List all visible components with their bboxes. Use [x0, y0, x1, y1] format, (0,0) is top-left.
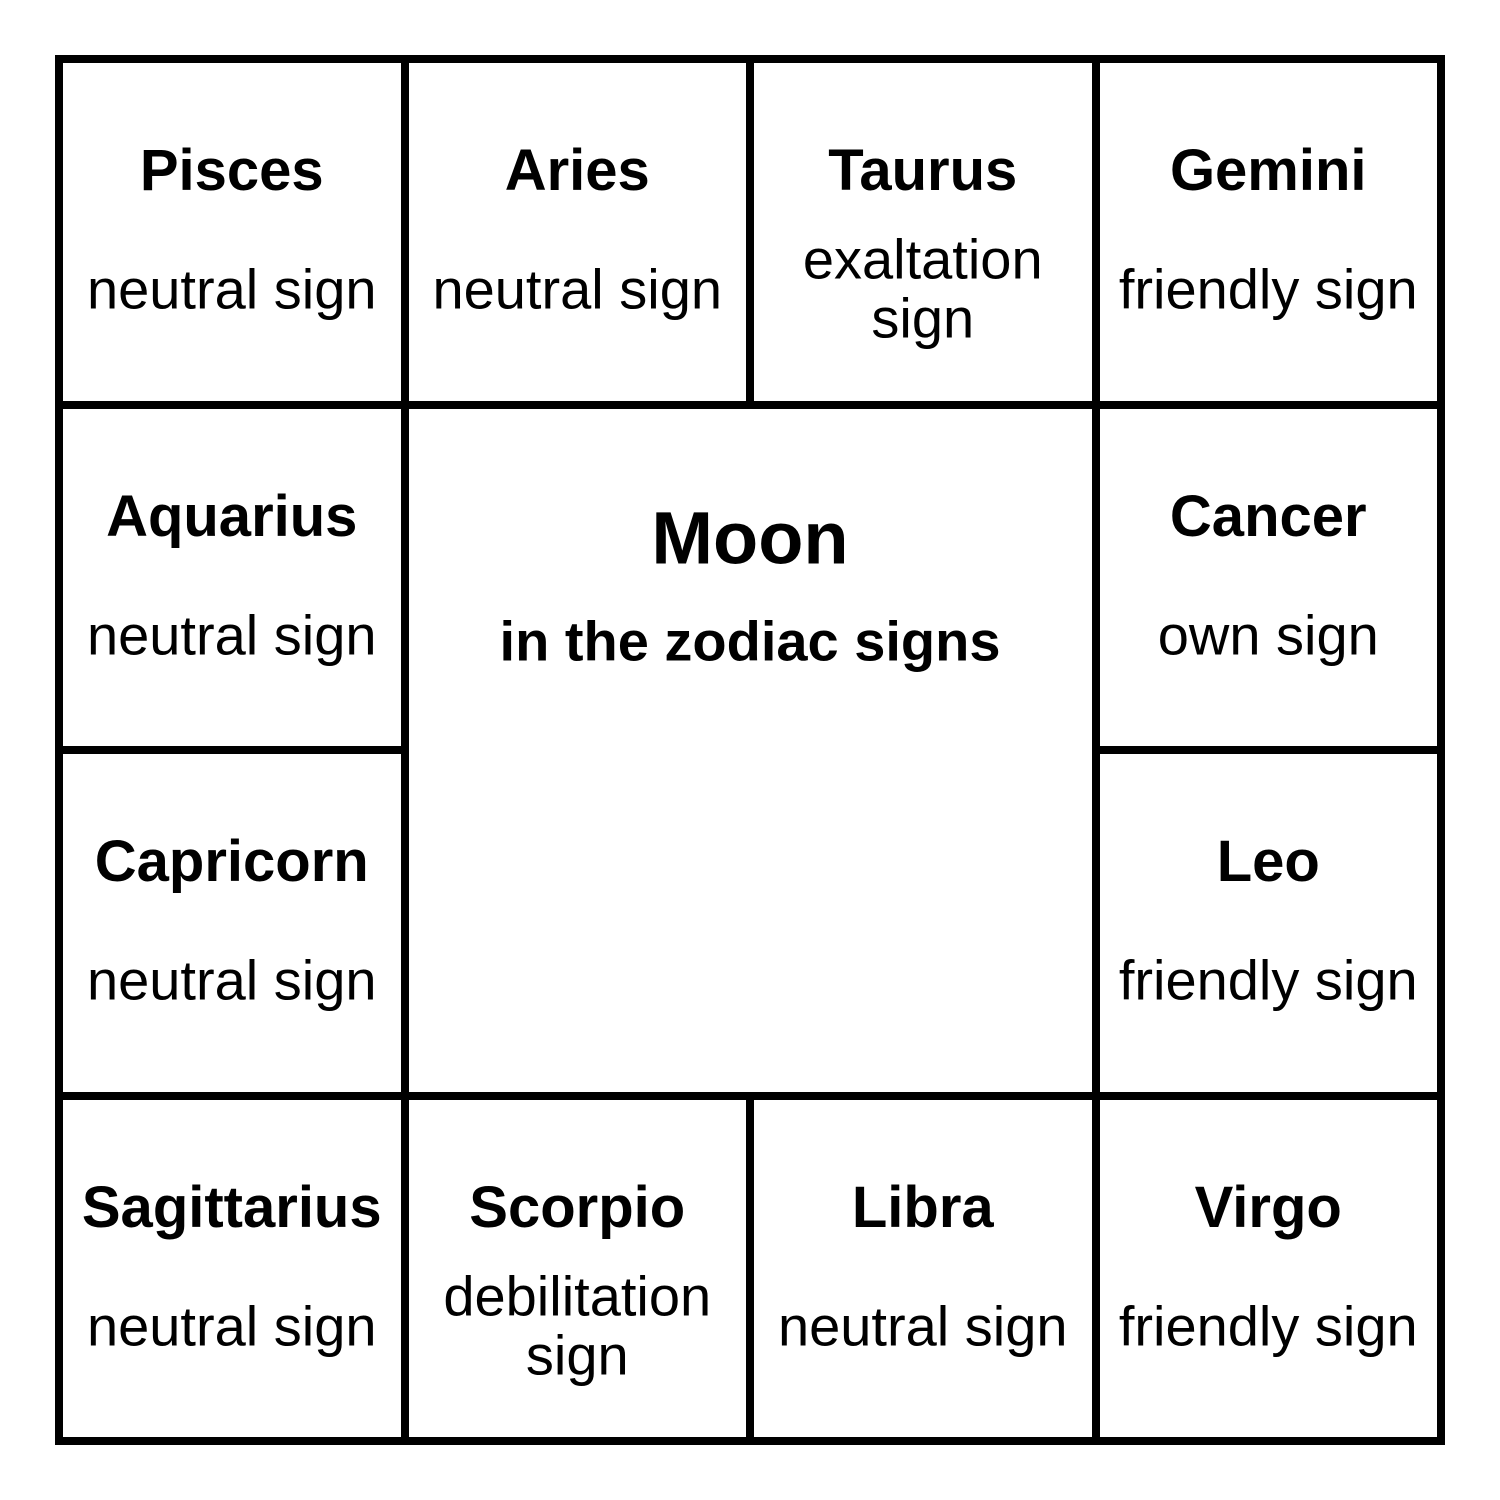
sign-name: Sagittarius	[81, 1174, 382, 1240]
sign-status	[1100, 948, 1438, 1012]
sign-status	[63, 257, 401, 321]
zodiac-cell-taurus	[754, 63, 1092, 401]
zodiac-cell-scorpio	[409, 1100, 747, 1438]
sign-name: Leo	[1216, 829, 1320, 895]
sign-name: Scorpio	[469, 1174, 686, 1240]
sign-status	[409, 257, 747, 321]
sign-name: Capricorn	[94, 829, 369, 895]
status-line: sign	[525, 1323, 629, 1387]
zodiac-cell-aquarius	[63, 409, 401, 747]
chart-title: Moon	[651, 496, 849, 580]
status-line: debilitation	[443, 1264, 712, 1328]
status-line: neutral sign	[777, 1293, 1068, 1357]
sign-status	[1100, 1293, 1438, 1357]
sign-name: Aquarius	[106, 483, 358, 549]
zodiac-cell-gemini	[1100, 63, 1438, 401]
sign-status	[754, 227, 1092, 351]
sign-status	[63, 602, 401, 666]
status-line: sign	[871, 287, 975, 351]
status-line: neutral sign	[86, 602, 377, 666]
sign-status	[754, 1293, 1092, 1357]
sign-status	[1100, 602, 1438, 666]
zodiac-cell-libra	[754, 1100, 1092, 1438]
sign-status	[63, 1293, 401, 1357]
status-line: exaltation	[802, 227, 1043, 291]
status-line: neutral sign	[86, 1293, 377, 1357]
sign-name: Virgo	[1194, 1174, 1342, 1240]
zodiac-cell-leo	[1100, 754, 1438, 1092]
sign-status	[1100, 257, 1438, 321]
chart-title-cell	[409, 409, 1092, 1092]
zodiac-cell-capricorn	[63, 754, 401, 1092]
sign-name: Aries	[504, 138, 650, 204]
chart-subtitle: in the zodiac signs	[499, 609, 1001, 673]
status-line: neutral sign	[86, 948, 377, 1012]
status-line: friendly sign	[1118, 257, 1418, 321]
zodiac-cell-virgo	[1100, 1100, 1438, 1438]
zodiac-cell-aries	[409, 63, 747, 401]
sign-name: Taurus	[828, 138, 1018, 204]
status-line: neutral sign	[432, 257, 722, 321]
status-line: neutral sign	[86, 257, 377, 321]
sign-name: Libra	[851, 1174, 994, 1240]
zodiac-grid	[55, 55, 1445, 1445]
sign-name: Gemini	[1169, 138, 1367, 204]
status-line: friendly sign	[1118, 948, 1418, 1012]
zodiac-cell-pisces	[63, 63, 401, 401]
zodiac-cell-sagittarius	[63, 1100, 401, 1438]
sign-status	[409, 1266, 747, 1385]
sign-status	[63, 948, 401, 1012]
zodiac-cell-cancer	[1100, 409, 1438, 747]
status-line: own sign	[1157, 602, 1379, 666]
sign-name: Cancer	[1169, 483, 1367, 549]
status-line: friendly sign	[1118, 1293, 1418, 1357]
sign-name: Pisces	[139, 138, 324, 204]
